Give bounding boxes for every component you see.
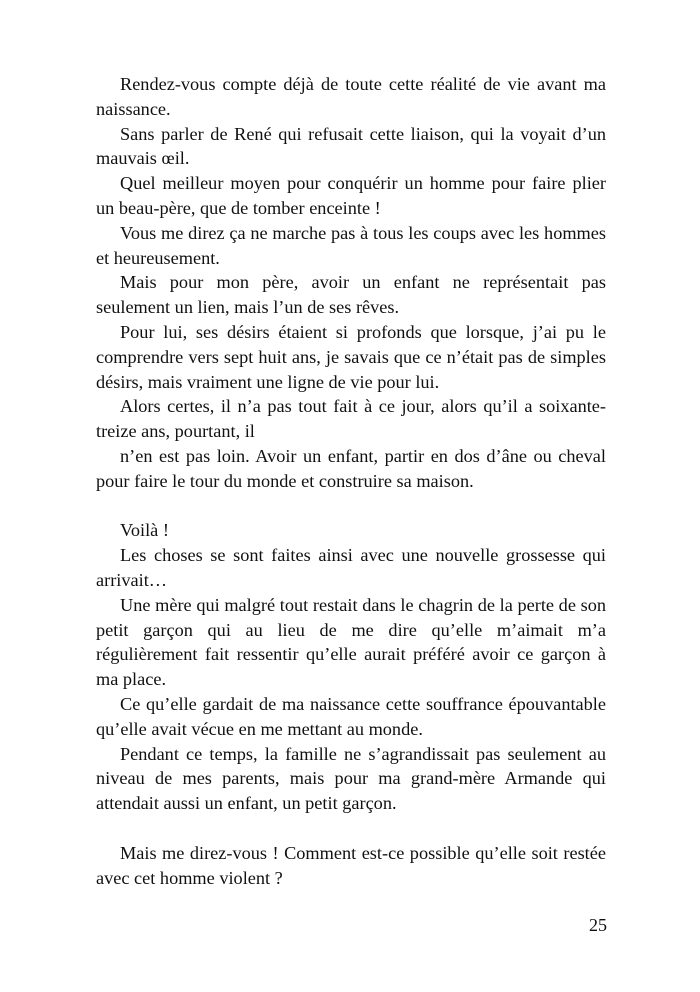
- paragraph: Pendant ce temps, la famille ne s’agrandissait pas seulement au niveau de mes parents, mais pour ma grand-mère Armande qui attendait aussi un enfant, un petit garçon.: [96, 743, 606, 814]
- paragraph: Alors certes, il n’a pas tout fait à ce jour, alors qu’il a soixante-treize ans, pourtant, il: [96, 396, 606, 442]
- paragraph: Ce qu’elle gardait de ma naissance cette souffrance épouvantable qu’elle avait vécue en me mettant au monde.: [96, 693, 606, 739]
- paragraph: Pour lui, ses désirs étaient si profonds que lorsque, j’ai pu le comprendre vers sept huit ans, je savais que ce n’était pas de simples désirs, mais vraiment une ligne de vie pour lui.: [96, 321, 606, 392]
- paragraph: Les choses se sont faites ainsi avec une nouvelle grossesse qui arrivait…: [96, 545, 606, 590]
- paragraph: Voilà !: [120, 520, 169, 541]
- paragraph: Quel meilleur moyen pour conquérir un homme pour faire plier un beau-père, que de tomber enceinte !: [96, 173, 606, 218]
- paragraph: Rendez-vous compte déjà de toute cette réalité de vie avant ma naissance.: [96, 74, 606, 119]
- page-body: [96, 72, 606, 890]
- paragraph: Une mère qui malgré tout restait dans le chagrin de la perte de son petit garçon qui au lieu de me dire qu’elle m’aimait m’a régulièrement fait ressentir qu’elle aurait préféré avoir ce garçon à ma place.: [96, 594, 606, 690]
- paragraph: Vous me direz ça ne marche pas à tous les coups avec les hommes et heureusement.: [96, 222, 606, 268]
- paragraph: Sans parler de René qui refusait cette liaison, qui la voyait d’un mauvais œil.: [96, 123, 606, 169]
- paragraph: n’en est pas loin. Avoir un enfant, partir en dos d’âne ou cheval pour faire le tour du monde et construire sa maison.: [96, 445, 606, 491]
- paragraph-gap: [96, 816, 606, 841]
- page-number: 25: [589, 915, 607, 935]
- paragraph: Mais pour mon père, avoir un enfant ne représentait pas seulement un lien, mais l’un de ses rêves.: [96, 272, 606, 318]
- paragraph-gap: [96, 494, 606, 519]
- paragraph: Mais me direz-vous ! Comment est-ce possible qu’elle soit restée avec cet homme violent ?: [96, 842, 606, 888]
